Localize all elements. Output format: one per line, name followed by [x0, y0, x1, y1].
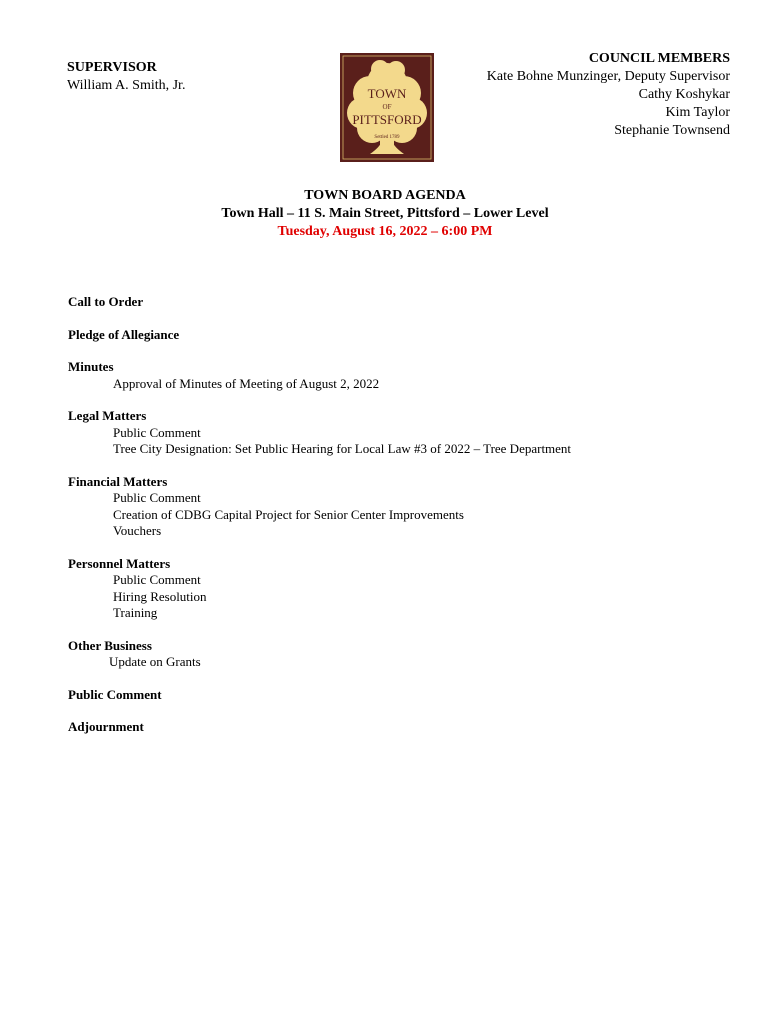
section-heading: Adjournment: [68, 719, 144, 734]
meeting-location: Town Hall – 11 S. Main Street, Pittsford – Lower Level: [221, 206, 549, 221]
council-title: COUNCIL MEMBERS: [588, 51, 730, 66]
agenda-item: Public Comment: [113, 572, 201, 587]
agenda-item: Public Comment: [113, 424, 201, 440]
agenda-item: Training: [113, 605, 158, 620]
agenda-item: Public Comment: [113, 490, 201, 505]
agenda-section: [68, 719, 571, 736]
agenda-item: Approval of Minutes of Meeting of August 2, 2022: [113, 375, 380, 391]
agenda-item: Creation of CDBG Capital Project for Senior Center Improvements: [113, 506, 464, 522]
section-heading: Call to Order: [68, 294, 144, 309]
logo-text-settled: Settled 1789: [374, 135, 400, 140]
meeting-datetime: Tuesday, August 16, 2022 – 6:00 PM: [277, 224, 493, 239]
section-heading: Financial Matters: [68, 473, 168, 489]
council-member: Kim Taylor: [665, 105, 730, 120]
agenda-section: [68, 408, 571, 458]
agenda-list: [68, 294, 571, 752]
agenda-section: [68, 556, 571, 622]
section-heading: Other Business: [68, 637, 152, 653]
town-logo: [340, 53, 434, 162]
agenda-section: [68, 687, 571, 704]
agenda-section: [68, 474, 571, 540]
agenda-item: Hiring Resolution: [113, 588, 207, 604]
logo-text-pittsford: PITTSFORD: [352, 112, 422, 127]
council-member: Kate Bohne Munzinger, Deputy Supervisor: [486, 69, 730, 84]
logo-text-town: TOWN: [367, 86, 407, 101]
agenda-section: [68, 294, 571, 311]
section-heading: Pledge of Allegiance: [68, 326, 180, 342]
council-member: Cathy Koshykar: [638, 87, 730, 102]
supervisor-title: SUPERVISOR: [67, 60, 157, 75]
supervisor-block: [67, 59, 185, 95]
agenda-item: Vouchers: [113, 523, 162, 538]
section-heading: Personnel Matters: [68, 555, 171, 571]
logo-text-of: OF: [382, 103, 392, 111]
agenda-section: [68, 638, 571, 671]
council-member: Stephanie Townsend: [614, 123, 730, 138]
agenda-item: Tree City Designation: Set Public Hearing for Local Law #3 of 2022 – Tree Department: [113, 441, 572, 456]
agenda-item: Update on Grants: [109, 654, 201, 669]
council-block: [487, 50, 730, 140]
agenda-section: [68, 327, 571, 344]
agenda-title: TOWN BOARD AGENDA: [304, 188, 466, 203]
section-heading: Minutes: [68, 359, 114, 374]
agenda-section: [68, 359, 571, 392]
section-heading: Public Comment: [68, 686, 162, 702]
section-heading: Legal Matters: [68, 408, 147, 423]
agenda-header: [0, 187, 770, 241]
supervisor-name: William A. Smith, Jr.: [67, 78, 186, 93]
